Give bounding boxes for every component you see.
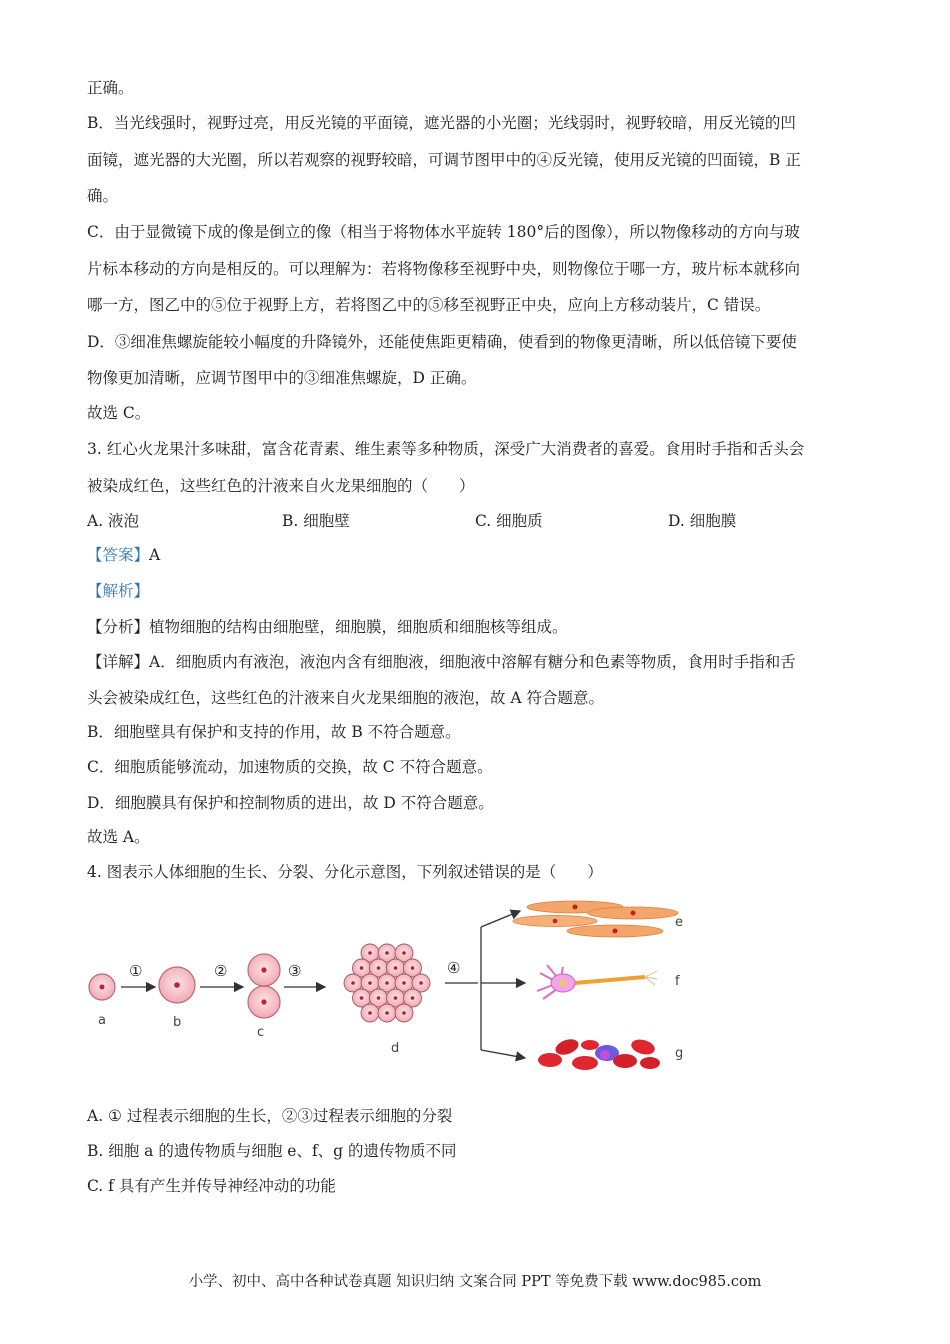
cluster-cell-nucleus xyxy=(385,981,389,985)
q3-option-c: C. 细胞质 xyxy=(475,512,543,530)
q4-option-a: A. ① 过程表示细胞的生长，②③过程表示细胞的分裂 xyxy=(87,1107,453,1125)
answer-value: A xyxy=(149,546,161,564)
answer-line xyxy=(87,545,870,565)
text-line: D．③细准焦螺旋能较小幅度的升降镜外，还能使焦距更精确，使看到的物像更清晰，所以低倍镜下要使 xyxy=(87,333,797,351)
question-3-stem: 被染成红色，这些红色的汁液来自火龙果细胞的（ ） xyxy=(87,477,475,495)
cluster-cell-nucleus xyxy=(411,996,415,1000)
cell-cluster-d xyxy=(344,944,430,1022)
q3-option-b: B. 细胞壁 xyxy=(282,512,350,530)
text-line: 故选 C。 xyxy=(87,404,151,422)
text-line: B．细胞壁具有保护和支持的作用，故 B 不符合题意。 xyxy=(87,723,461,741)
text-line: 物像更加清晰，应调节图甲中的③细准焦螺旋，D 正确。 xyxy=(87,369,477,387)
text-line: 头会被染成红色，这些红色的汁液来自火龙果细胞的液泡，故 A 符合题意。 xyxy=(87,689,605,707)
q3-option-a: A. 液泡 xyxy=(87,512,140,530)
step-1: ① xyxy=(129,962,143,980)
label-e: e xyxy=(675,915,683,930)
fenxi-tag: 【分析】 xyxy=(87,618,150,636)
blood-cells-g xyxy=(538,1036,660,1070)
xiangjie-tag: 【详解】 xyxy=(87,653,150,671)
label-d: d xyxy=(391,1041,400,1056)
cluster-cell-nucleus xyxy=(377,966,381,970)
cluster-cell-nucleus xyxy=(368,981,372,985)
text-line: D．细胞膜具有保护和控制物质的进出，故 D 不符合题意。 xyxy=(87,794,494,812)
fenxi-text: 植物细胞的结构由细胞壁，细胞膜，细胞质和细胞核等组成。 xyxy=(149,618,568,636)
q3-option-d: D. 细胞膜 xyxy=(668,512,737,530)
neuron-f xyxy=(537,965,657,999)
fenxi-line xyxy=(87,617,870,637)
cluster-cell-nucleus xyxy=(360,966,364,970)
text-line: 片标本移动的方向是相反的。可以理解为：若将物像移至视野中央，则物像位于哪一方，玻片标本就移向 xyxy=(87,260,801,278)
text-line: 确。 xyxy=(87,187,119,205)
cluster-cell-nucleus xyxy=(368,1011,372,1015)
label-g: g xyxy=(675,1046,684,1061)
text-line: 正确。 xyxy=(87,79,134,97)
cluster-cell-nucleus xyxy=(394,966,398,970)
xiangjie-text: A．细胞质内有液泡，液泡内含有细胞液，细胞液中溶解有糖分和色素等物质，食用时手指和舌 xyxy=(149,653,796,671)
cluster-cell-nucleus xyxy=(368,951,372,955)
xiangjie-line xyxy=(87,652,870,672)
text-line: B．当光线强时，视野过亮，用反光镜的平面镜，遮光器的小光圈；光线弱时，视野较暗，用反光镜的凹 xyxy=(87,114,796,132)
cluster-cell-nucleus xyxy=(411,966,415,970)
page-footer: 小学、初中、高中各种试卷真题 知识归纳 文案合同 PPT 等免费下载 www.doc985.com xyxy=(188,1274,762,1290)
cluster-cell-nucleus xyxy=(360,996,364,1000)
muscle-cells-e xyxy=(513,901,678,937)
arrow-e xyxy=(481,911,520,927)
label-b: b xyxy=(173,1015,182,1030)
cluster-cell-nucleus xyxy=(385,951,389,955)
cell-c xyxy=(248,954,280,1018)
cluster-cell-nucleus xyxy=(377,996,381,1000)
q4-option-c: C. f 具有产生并传导神经冲动的功能 xyxy=(87,1177,336,1195)
text-line: 哪一方，图乙中的⑤位于视野上方，若将图乙中的⑤移至视野正中央，应向上方移动装片，C 错误。 xyxy=(87,296,771,314)
answer-tag: 【答案】 xyxy=(87,546,150,564)
step-2: ② xyxy=(214,962,228,980)
cluster-cell-nucleus xyxy=(394,996,398,1000)
step-3: ③ xyxy=(288,962,302,980)
cluster-cell-nucleus xyxy=(402,951,406,955)
cluster-cell-nucleus xyxy=(351,981,355,985)
label-f: f xyxy=(675,974,680,989)
label-a: a xyxy=(98,1013,106,1028)
text-line: 故选 A。 xyxy=(87,828,150,846)
text-line: C．细胞质能够流动，加速物质的交换，故 C 不符合题意。 xyxy=(87,758,493,776)
text-line: 面镜，遮光器的大光圈，所以若观察的视野较暗，可调节图甲中的④反光镜，使用反光镜的凹面镜，B 正 xyxy=(87,151,801,169)
cluster-cell-nucleus xyxy=(402,981,406,985)
label-c: c xyxy=(257,1025,265,1040)
arrow-g xyxy=(481,1050,525,1058)
cell-b xyxy=(159,967,195,1003)
question-4-stem: 4. 图表示人体细胞的生长、分裂、分化示意图，下列叙述错误的是（ ） xyxy=(87,863,603,881)
cell-diagram xyxy=(85,895,705,1080)
cluster-cell-nucleus xyxy=(419,981,423,985)
cluster-cell-nucleus xyxy=(402,1011,406,1015)
q4-option-b: B. 细胞 a 的遗传物质与细胞 e、f、g 的遗传物质不同 xyxy=(87,1142,457,1160)
text-line: C．由于显微镜下成的像是倒立的像（相当于将物体水平旋转 180°后的图像），所以物像移动的方向与玻 xyxy=(87,223,800,241)
question-3-stem: 3. 红心火龙果汁多味甜，富含花青素、维生素等多种物质，深受广大消费者的喜爱。食用时手指和舌头会 xyxy=(87,440,805,458)
step-4: ④ xyxy=(447,959,461,977)
analysis-tag: 【解析】 xyxy=(87,582,150,600)
cell-a xyxy=(89,974,115,1000)
cluster-cell-nucleus xyxy=(385,1011,389,1015)
